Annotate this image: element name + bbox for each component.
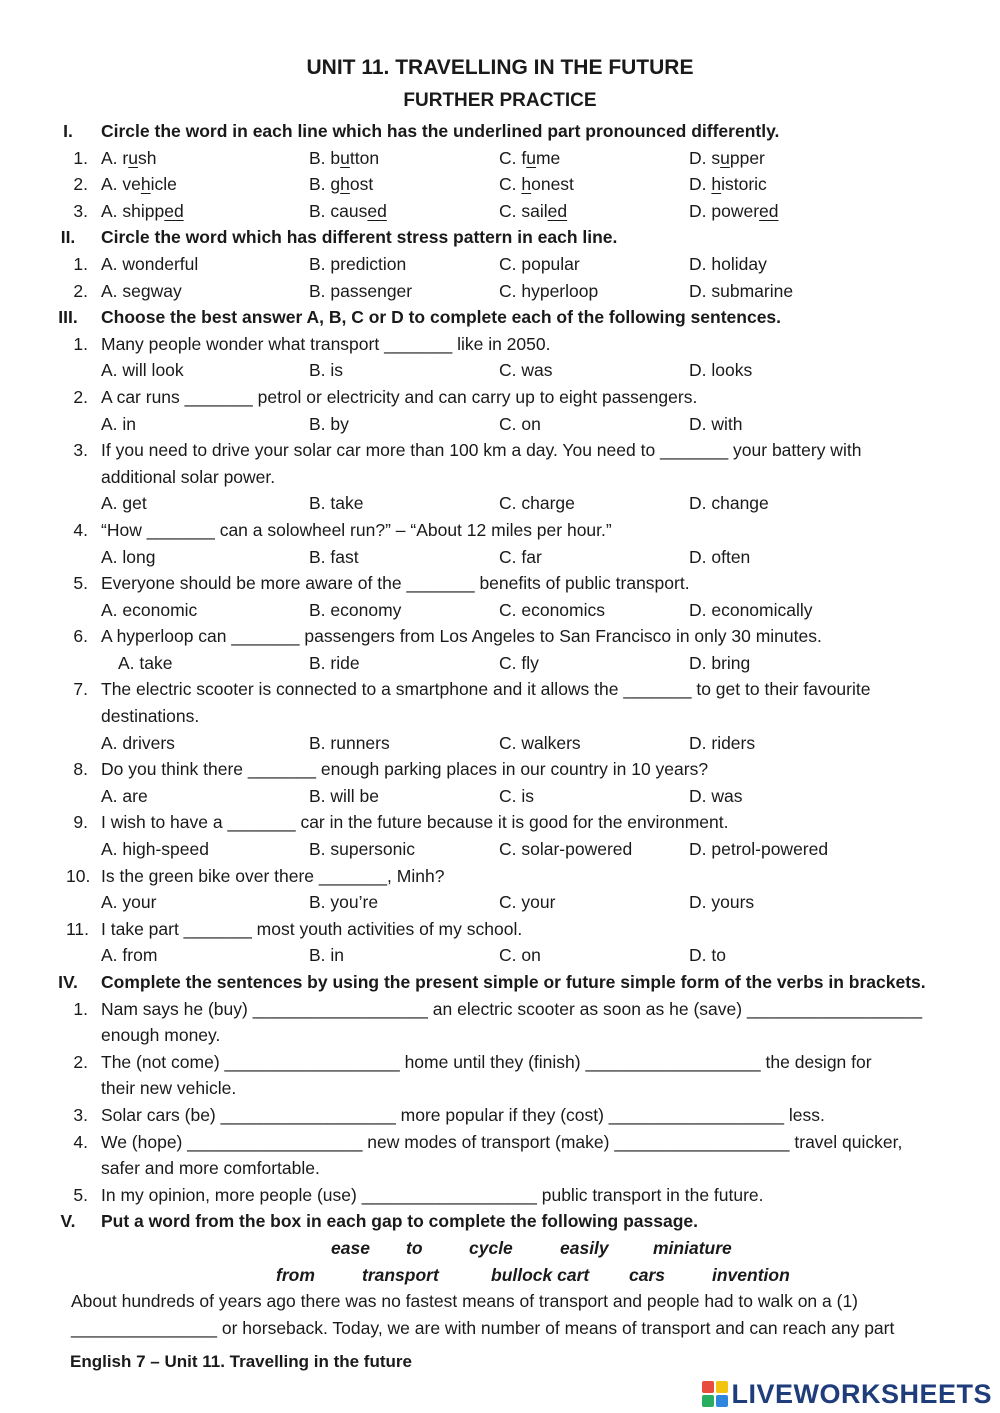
option-text: me [535,147,561,168]
option-c[interactable]: C. popular [499,253,580,274]
option-b[interactable] [309,171,373,198]
word-box-item[interactable]: easily [560,1237,609,1258]
option-c[interactable] [499,198,567,225]
question-text: A car runs _______ petrol or electricity and can carry up to eight passengers. [101,386,698,407]
logo-square [716,1395,728,1407]
option-d[interactable]: D. often [689,546,751,567]
option-a[interactable]: A. your [101,892,157,913]
fill-sentence-row [48,1129,960,1156]
options-row [48,490,960,517]
section-instruction: Choose the best answer A, B, C or D to complete each of the following sentences. [101,307,782,328]
option-a[interactable]: A. get [101,493,147,514]
question-text: “How _______ can a solowheel run?” – “About 12 miles per hour.” [101,519,612,540]
passage-text[interactable]: About hundreds of years ago there was no fastest means of transport and people had to walk on a (1) [71,1291,859,1312]
question-number: 10. [66,865,91,886]
options-row [48,783,960,810]
logo-square [716,1381,728,1393]
option-b[interactable]: B. supersonic [309,839,416,860]
question-row [48,676,960,703]
page-title: UNIT 11. TRAVELLING IN THE FUTURE [306,56,694,79]
passage-row [48,1315,960,1342]
underlined-part: h [140,174,151,195]
word-box-row [48,1262,960,1289]
option-c[interactable]: C. solar-powered [499,839,633,860]
fill-sentence[interactable]: Nam says he (buy) __________________ an electric scooter as soon as he (save) __________________ [101,998,923,1019]
word-box-item[interactable]: transport [362,1264,439,1285]
question-text: Is the green bike over there _______, Minh? [101,865,445,886]
fill-sentence[interactable]: their new vehicle. [101,1078,237,1099]
word-box-item[interactable]: bullock cart [491,1264,590,1285]
question-text: I wish to have a _______ car in the future because it is good for the environment. [101,812,729,833]
option-b[interactable]: B. ride [309,652,360,673]
option-text: B. caus [309,200,368,221]
options-row [48,597,960,624]
question-text: I take part _______ most youth activities of my school. [101,918,523,939]
option-c[interactable]: C. hyperloop [499,280,599,301]
option-b[interactable]: B. is [309,360,344,381]
fill-sentence[interactable]: enough money. [101,1025,221,1046]
question-number: 2. [73,280,88,301]
option-d[interactable]: D. was [689,785,743,806]
option-c[interactable]: C. on [499,945,541,966]
option-b[interactable]: B. take [309,493,364,514]
word-box-item[interactable]: miniature [653,1237,732,1258]
option-d[interactable]: D. yours [689,892,755,913]
options-row [48,171,960,198]
underlined-part: ed [367,200,387,221]
question-row [48,437,960,464]
question-text-cont: destinations. [101,706,200,727]
option-b[interactable]: B. in [309,945,345,966]
question-number: 11. [66,918,90,939]
fill-sentence-row [48,1182,960,1209]
section-heading [48,969,960,996]
option-text: C. [499,174,522,195]
option-c[interactable]: C. charge [499,493,575,514]
question-row [48,809,960,836]
section-number: V. [60,1211,76,1232]
footer-text: English 7 – Unit 11. Travelling in the future [70,1352,412,1371]
option-a[interactable] [101,198,184,225]
question-number: 3. [73,440,88,461]
question-number: 1. [73,333,88,354]
question-number: 4. [73,1131,88,1152]
question-text: Many people wonder what transport _______ like in 2050. [101,333,551,354]
question-text-cont: additional solar power. [101,466,276,487]
option-d[interactable]: D. holiday [689,253,767,274]
section-heading [48,224,960,251]
question-number: 6. [73,626,88,647]
passage-row [48,1288,960,1315]
option-text: B. b [309,147,341,168]
logo-text: LIVEWORKSHEETS [731,1378,992,1409]
liveworksheets-logo [702,1377,992,1411]
question-row [48,916,960,943]
option-a[interactable]: A. from [101,945,158,966]
fill-sentence-row [48,1075,960,1102]
fill-sentence[interactable]: safer and more comfortable. [101,1158,320,1179]
option-a[interactable]: A. drivers [101,732,175,753]
fill-sentence-row [48,1049,960,1076]
option-c[interactable]: C. on [499,413,541,434]
option-text: C. f [499,147,527,168]
option-d[interactable] [689,145,765,172]
options-row [48,145,960,172]
options-row [48,278,960,305]
option-a[interactable]: A. will look [101,360,184,381]
word-box-row [48,1235,960,1262]
question-number: 5. [73,1184,88,1205]
question-number: 1. [73,253,88,274]
option-d[interactable]: D. riders [689,732,756,753]
underlined-part: ed [547,200,568,221]
option-b[interactable]: B. passenger [309,280,413,301]
option-a[interactable] [101,145,156,172]
word-box-item[interactable]: ease [331,1237,370,1258]
option-a[interactable]: A. economic [101,599,198,620]
option-text: A. ve [101,174,141,195]
option-text: pper [729,147,765,168]
option-text: icle [150,174,177,195]
option-text: D. power [689,200,760,221]
section-heading [48,1208,960,1235]
option-b[interactable]: B. you’re [309,892,379,913]
underlined-part: h [711,174,722,195]
fill-sentence-row [48,1022,960,1049]
underlined-part: h [521,174,532,195]
option-d[interactable] [689,171,767,198]
question-row [48,863,960,890]
underlined-part: u [526,147,536,168]
option-b[interactable]: B. economy [309,599,402,620]
logo-square [702,1381,714,1393]
option-a[interactable]: A. take [118,652,173,673]
option-b[interactable] [309,145,379,172]
question-text: A hyperloop can _______ passengers from Los Angeles to San Francisco in only 30 minutes. [101,626,822,647]
section-number: IV. [58,972,78,992]
option-a[interactable]: A. in [101,413,137,434]
underlined-part: u [720,147,730,168]
section-number: III. [58,307,78,328]
option-b[interactable]: B. runners [309,732,390,753]
section-instruction: Put a word from the box in each gap to complete the following passage. [101,1211,699,1232]
question-number: 2. [73,1051,88,1072]
page-subtitle: FURTHER PRACTICE [403,90,597,111]
logo-icon [702,1381,728,1407]
option-c[interactable]: C. economics [499,599,606,620]
question-row [48,517,960,544]
option-text: sh [137,147,157,168]
word-box-item[interactable]: invention [712,1264,790,1285]
word-box-item[interactable]: cars [629,1264,666,1285]
question-text: The electric scooter is connected to a smartphone and it allows the _______ to get to their favourite [101,679,871,700]
fill-sentence[interactable]: The (not come) __________________ home until they (finish) __________________ the design for [101,1051,872,1072]
question-row [48,623,960,650]
option-a[interactable] [101,171,177,198]
option-d[interactable]: D. bring [689,652,751,673]
option-b[interactable]: B. by [309,413,349,434]
underlined-part: h [340,174,350,195]
option-b[interactable]: B. will be [309,785,380,806]
option-d[interactable]: D. petrol-powered [689,839,829,860]
option-text: D. [689,174,712,195]
option-b[interactable]: B. prediction [309,253,407,274]
question-text: Everyone should be more aware of the _______ benefits of public transport. [101,573,690,594]
section-instruction: Circle the word in each line which has the underlined part pronounced differently. [101,121,780,141]
question-number: 8. [73,759,88,780]
fill-sentence[interactable]: Solar cars (be) __________________ more popular if they (cost) __________________ less. [101,1104,825,1125]
option-d[interactable]: D. looks [689,360,753,381]
section-number: II. [60,227,76,248]
option-text: A. r [101,147,129,168]
question-number: 9. [73,812,88,833]
question-number: 1. [73,147,88,168]
option-c[interactable]: C. was [499,360,553,381]
word-box-item[interactable]: from [276,1264,315,1285]
options-row [48,198,960,225]
word-box-item[interactable]: cycle [469,1237,513,1258]
option-text: tton [349,147,380,168]
question-number: 4. [73,519,88,540]
question-row [48,384,960,411]
options-row [48,889,960,916]
question-row-cont [48,703,960,730]
underlined-part: ed [759,200,779,221]
worksheet-content [48,118,960,1341]
option-c[interactable]: C. your [499,892,556,913]
logo-square [702,1395,714,1407]
question-row [48,756,960,783]
question-number: 7. [73,679,88,700]
option-text: istoric [721,174,767,195]
option-c[interactable] [499,171,574,198]
options-row [48,650,960,677]
option-a[interactable]: A. are [101,785,148,806]
option-text: onest [531,174,574,195]
fill-sentence[interactable]: In my opinion, more people (use) __________________ public transport in the future. [101,1184,764,1205]
options-row [48,357,960,384]
option-text: A. shipp [101,200,165,221]
option-a[interactable]: A. high-speed [101,839,209,860]
option-a[interactable]: A. segway [101,280,182,301]
question-number: 1. [73,998,88,1019]
option-d[interactable]: D. to [689,945,726,966]
section-instruction: Complete the sentences by using the present simple or future simple form of the verbs in brackets. [101,972,926,992]
options-row [48,544,960,571]
fill-sentence-row [48,996,960,1023]
option-d[interactable]: D. economically [689,599,813,620]
underlined-part: u [128,147,138,168]
option-d[interactable]: D. change [689,493,769,514]
option-a[interactable]: A. long [101,546,156,567]
option-c[interactable]: C. far [499,546,542,567]
question-row [48,331,960,358]
option-a[interactable]: A. wonderful [101,253,199,274]
option-c[interactable]: C. is [499,785,534,806]
question-number: 3. [73,200,88,221]
question-number: 2. [73,174,88,195]
section-heading [48,118,960,145]
option-d[interactable]: D. submarine [689,280,794,301]
underlined-part: u [340,147,350,168]
fill-sentence[interactable]: We (hope) __________________ new modes of transport (make) __________________ travel quicker, [101,1131,903,1152]
options-row [48,251,960,278]
options-row [48,836,960,863]
option-text: C. sail [499,200,548,221]
option-c[interactable]: C. fly [499,652,539,673]
question-number: 3. [73,1104,88,1125]
question-number: 2. [73,386,88,407]
option-text: D. s [689,147,721,168]
section-number: I. [63,121,73,141]
fill-sentence-row [48,1155,960,1182]
options-row [48,942,960,969]
option-d[interactable] [689,198,779,225]
question-text: If you need to drive your solar car more than 100 km a day. You need to _______ your battery with [101,440,862,461]
section-heading [48,304,960,331]
option-c[interactable]: C. walkers [499,732,581,753]
word-box-item[interactable]: to [406,1237,423,1258]
underlined-part: ed [164,200,184,221]
question-row [48,570,960,597]
passage-text[interactable]: _______________ or horseback. Today, we are with number of means of transport and can reach any part [71,1317,895,1338]
question-text: Do you think there _______ enough parking places in our country in 10 years? [101,759,709,780]
section-instruction: Circle the word which has different stress pattern in each line. [101,227,618,248]
question-row-cont [48,464,960,491]
options-row [48,730,960,757]
option-text: B. g [309,174,341,195]
question-number: 5. [73,573,88,594]
option-b[interactable] [309,198,387,225]
option-d[interactable]: D. with [689,413,743,434]
fill-sentence-row [48,1102,960,1129]
option-b[interactable]: B. fast [309,546,359,567]
option-c[interactable] [499,145,560,172]
options-row [48,411,960,438]
option-text: ost [349,174,374,195]
